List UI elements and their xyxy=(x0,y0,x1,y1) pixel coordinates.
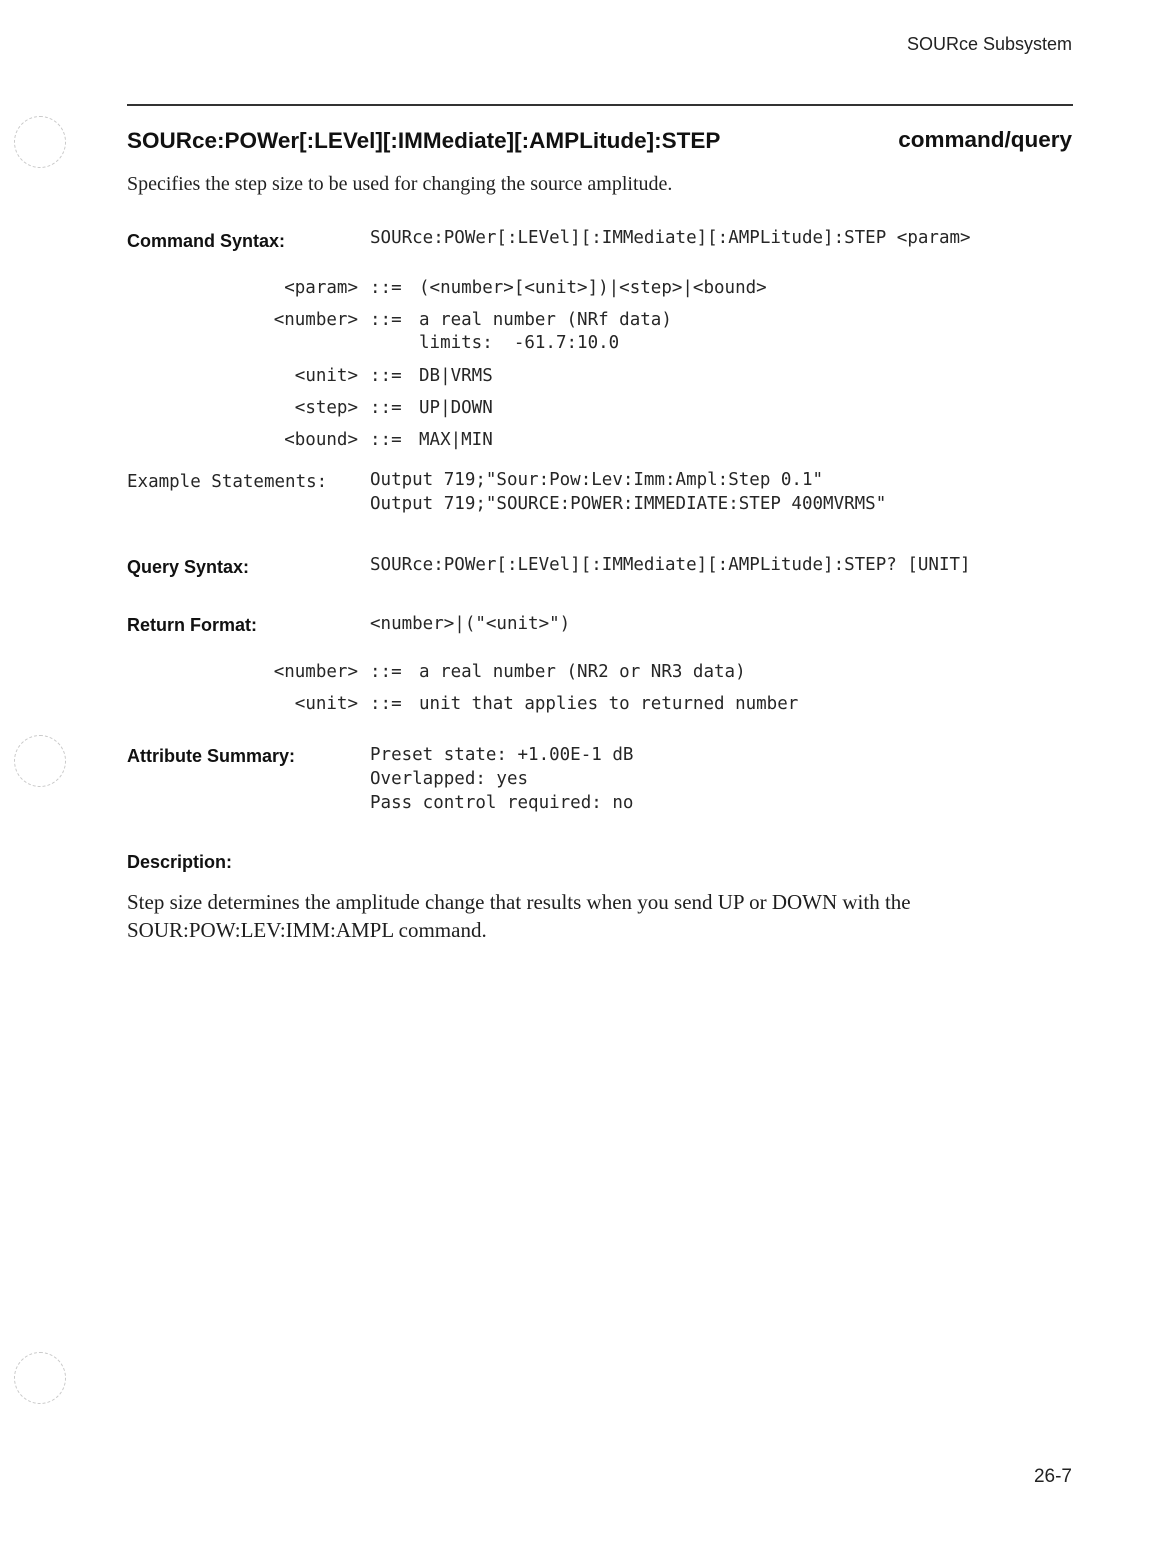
query-syntax-value: SOURce:POWer[:LEVel][:IMMediate][:AMPLitude]:STEP? [UNIT] xyxy=(370,555,971,575)
definition-term: <number> xyxy=(273,310,358,330)
attribute-preset-state: Preset state: +1.00E-1 dB xyxy=(370,745,634,765)
definition-term: <step> xyxy=(294,398,358,418)
punch-hole-top xyxy=(14,116,66,168)
definition-sep: ::= xyxy=(370,310,402,330)
definition-limits: limits: -61.7:10.0 xyxy=(419,333,620,353)
example-statements-label: Example Statements: xyxy=(127,472,328,492)
attribute-overlapped: Overlapped: yes xyxy=(370,769,529,789)
definition-text: a real number (NR2 or NR3 data) xyxy=(419,662,746,682)
definition-text: a real number (NRf data) xyxy=(419,310,672,330)
command-syntax-value: SOURce:POWer[:LEVel][:IMMediate][:AMPLitude]:STEP <param> xyxy=(370,228,971,248)
page-number: 26-7 xyxy=(1033,1466,1072,1487)
example-line-2: Output 719;"SOURCE:POWER:IMMEDIATE:STEP 400MVRMS" xyxy=(370,494,887,514)
definition-text: UP|DOWN xyxy=(419,398,493,418)
return-format-value: <number>|("<unit>") xyxy=(370,614,571,634)
command-title: SOURce:POWer[:LEVel][:IMMediate][:AMPLitude]:STEP xyxy=(127,128,721,153)
punch-hole-bottom xyxy=(14,1352,66,1404)
return-format-label: Return Format: xyxy=(127,615,257,635)
definition-sep: ::= xyxy=(370,430,402,450)
command-kind: command/query xyxy=(898,127,1072,152)
definition-sep: ::= xyxy=(370,366,402,386)
command-intro: Specifies the step size to be used for changing the source amplitude. xyxy=(127,173,673,195)
definition-text: MAX|MIN xyxy=(419,430,493,450)
description-label: Description: xyxy=(127,852,233,872)
attribute-summary-label: Attribute Summary: xyxy=(127,746,296,766)
description-line-2: SOUR:POW:LEV:IMM:AMPL command. xyxy=(127,918,487,942)
command-syntax-label: Command Syntax: xyxy=(127,231,286,251)
description-line-1: Step size determines the amplitude change that results when you send UP or DOWN with the xyxy=(127,890,911,914)
definition-sep: ::= xyxy=(370,278,402,298)
query-syntax-label: Query Syntax: xyxy=(127,557,250,577)
definition-sep: ::= xyxy=(370,694,402,714)
definition-sep: ::= xyxy=(370,398,402,418)
attribute-pass-control: Pass control required: no xyxy=(370,793,634,813)
definition-term: <unit> xyxy=(294,694,358,714)
definition-term: <number> xyxy=(273,662,358,682)
definition-sep: ::= xyxy=(370,662,402,682)
header-rule xyxy=(127,104,1073,106)
definition-term: <unit> xyxy=(294,366,358,386)
punch-hole-middle xyxy=(14,735,66,787)
definition-text: unit that applies to returned number xyxy=(419,694,799,714)
definition-text: DB|VRMS xyxy=(419,366,493,386)
definition-text: (<number>[<unit>])|<step>|<bound> xyxy=(419,278,767,298)
definition-term: <bound> xyxy=(284,430,358,450)
definition-term: <param> xyxy=(284,278,358,298)
running-header: SOURce Subsystem xyxy=(906,34,1072,54)
example-line-1: Output 719;"Sour:Pow:Lev:Imm:Ampl:Step 0.1" xyxy=(370,470,824,490)
